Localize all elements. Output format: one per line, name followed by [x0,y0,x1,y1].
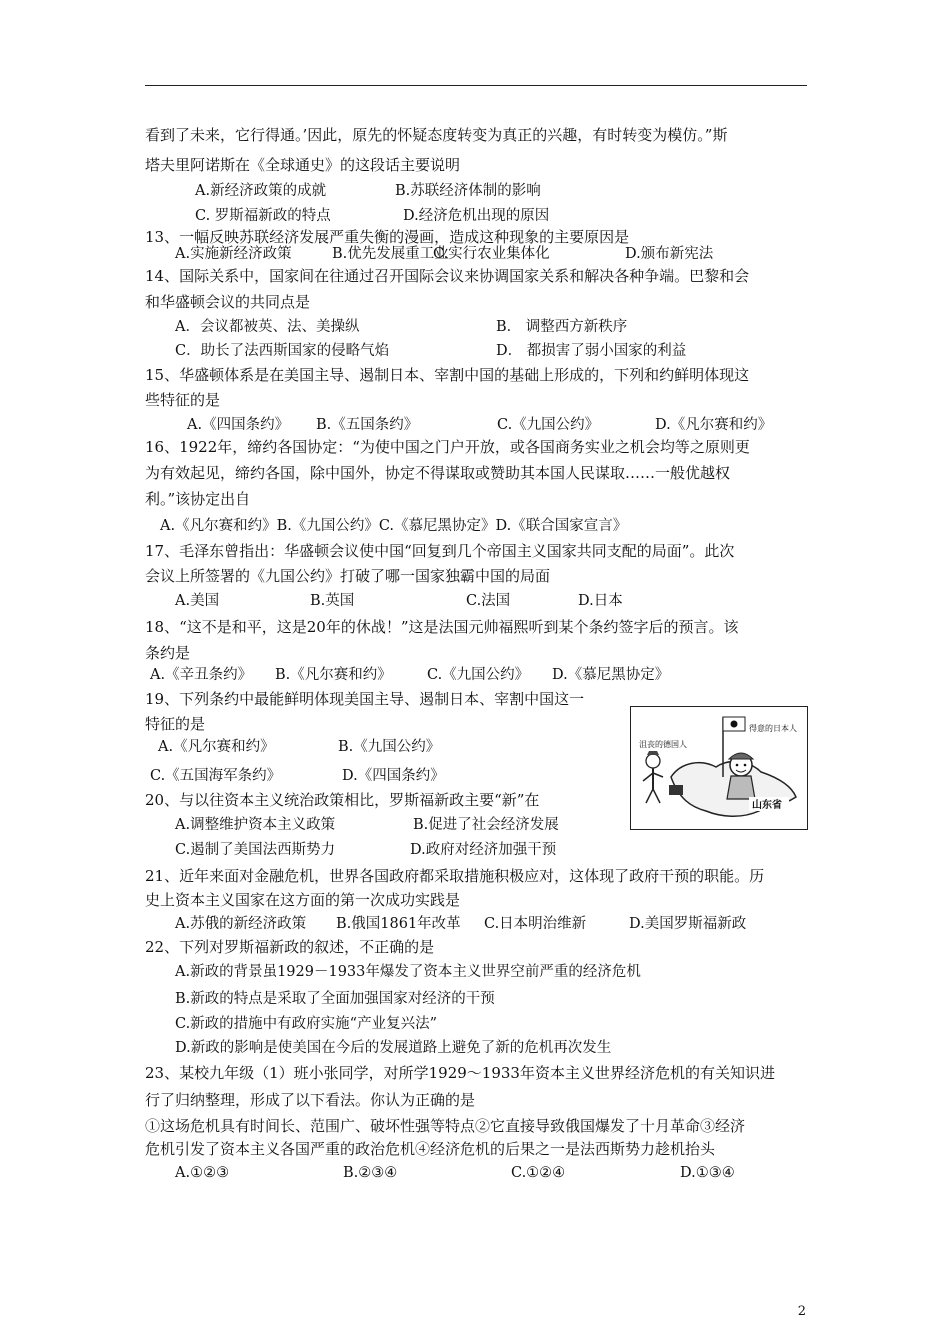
answer-option: D.《四国条约》 [342,768,445,784]
question-line: 条约是 [145,644,191,662]
answer-option: C.《九国公约》 [427,667,530,683]
cartoon-label-map: 山东省 [752,800,782,811]
question-line: 为有效起见，缔约各国，除中国外，协定不得谋取或赞助其本国人民谋取……一般优越权 [145,464,731,482]
cartoon-label-right: 得意的日本人 [749,724,797,733]
question-line: 17、毛泽东曾指出：华盛顿会议使中国“回复到几个帝国主义国家共同支配的局面”。此次 [145,542,735,560]
answer-option: C.新政的措施中有政府实施“产业复兴法” [175,1016,438,1032]
answer-option: A.《辛丑条约》 [150,667,253,683]
cartoon-image [630,706,808,830]
answer-option: C.日本明治维新 [484,916,587,932]
answer-option: A.《凡尔赛和约》B.《九国公约》C.《慕尼黑协定》D.《联合国家宣言》 [160,518,628,534]
question-line: 18、“这不是和平，这是20年的休战！”这是法国元帅福熙听到某个条约签字后的预言。该 [145,618,739,636]
question-line: 16、1922年，缔约各国协定：“为使中国之门户开放，或各国商务实业之机会均等之原则更 [145,438,750,456]
cartoon-label-left: 沮丧的德国人 [639,740,687,749]
question-line: 21、近年来面对金融危机，世界各国政府都采取措施积极应对，这体现了政府干预的职能。历 [145,867,765,885]
answer-option: D.日本 [578,593,623,609]
question-line: 特征的是 [145,715,206,733]
answer-option: D． 都损害了弱小国家的利益 [496,343,687,359]
question-line: 利。”该协定出自 [145,490,251,508]
question-line: 14、国际关系中，国家间在往通过召开国际会议来协调国家关系和解决各种争端。巴黎和会 [145,267,750,285]
answer-option: D.颁布新宪法 [625,246,714,262]
answer-option: A.①②③ [175,1165,230,1181]
answer-option: B.②③④ [343,1165,398,1181]
answer-option: C.《九国公约》 [497,417,600,433]
page-number: 2 [797,1304,806,1319]
answer-option: C.①②④ [511,1165,566,1181]
question-line: 些特征的是 [145,391,221,409]
answer-option: A.《凡尔赛和约》 [158,739,275,755]
answer-option: A.美国 [175,593,220,609]
answer-option: A.新经济政策的成就 [195,183,327,199]
answer-option: D.美国罗斯福新政 [629,916,747,932]
answer-option: B.促进了社会经济发展 [413,817,559,833]
answer-option: C.实行农业集体化 [433,246,550,262]
answer-option: C．助长了法西斯国家的侵略气焰 [175,343,390,359]
question-line: 史上资本主义国家在这方面的第一次成功实践是 [145,891,461,909]
question-line: 22、下列对罗斯福新政的叙述，不正确的是 [145,938,435,956]
question-line: 23、某校九年级（1）班小张同学，对所学1929～1933年资本主义世界经济危机的有关知识进 [145,1064,775,1082]
answer-option: B.苏联经济体制的影响 [395,183,541,199]
question-line: 20、与以往资本主义统治政策相比，罗斯福新政主要“新”在 [145,791,540,809]
answer-option: B.俄国1861年改革 [336,916,461,932]
question-line: 13、一幅反映苏联经济发展严重失衡的漫画，造成这种现象的主要原因是 [145,228,630,246]
question-line: 行了归纳整理，形成了以下看法。你认为正确的是 [145,1091,476,1109]
question-line: 会议上所签署的《九国公约》打破了哪一国家独霸中国的局面 [145,567,551,585]
question-line: ①这场危机具有时间长、范围广、破坏性强等特点②它直接导致俄国爆发了十月革命③经济 [145,1117,746,1135]
answer-option: B.新政的特点是采取了全面加强国家对经济的干预 [175,991,495,1007]
answer-option: B． 调整西方新秩序 [496,319,628,335]
answer-option: D.《慕尼黑协定》 [552,667,670,683]
answer-option: A.调整维护资本主义政策 [175,817,336,833]
answer-option: D.①③④ [680,1165,735,1181]
answer-option: B.优先发展重工业 [332,246,449,262]
answer-option: C.法国 [466,593,511,609]
question-line: 塔夫里阿诺斯在《全球通史》的这段话主要说明 [145,156,461,174]
answer-option: C. 罗斯福新政的特点 [195,208,331,224]
answer-option: A.苏俄的新经济政策 [175,916,307,932]
answer-option: B.《凡尔赛和约》 [275,667,392,683]
header-rule [145,85,807,86]
answer-option: D.经济危机出现的原因 [403,208,550,224]
answer-option: B.英国 [310,593,355,609]
answer-option: B.《五国条约》 [316,417,419,433]
answer-option: A.新政的背景虽1929－1933年爆发了资本主义世界空前严重的经济危机 [175,964,641,980]
question-line: 15、华盛顿体系是在美国主导、遏制日本、宰割中国的基础上形成的，下列和约鲜明体现这 [145,366,750,384]
answer-option: C.遏制了美国法西斯势力 [175,842,336,858]
german-figure [646,754,660,768]
answer-option: D.《凡尔赛和约》 [655,417,773,433]
question-line: 和华盛顿会议的共同点是 [145,293,311,311]
question-line: 19、下列条约中最能鲜明体现美国主导、遏制日本、宰割中国这一 [145,690,585,708]
question-line: 危机引发了资本主义各国严重的政治危机④经济危机的后果之一是法西斯势力趁机抬头 [145,1140,716,1158]
answer-option: A．会议都被英、法、美操纵 [175,319,360,335]
answer-option: D.政府对经济加强干预 [410,842,557,858]
answer-option: D.新政的影响是使美国在今后的发展道路上避免了新的危机再次发生 [175,1040,612,1056]
cartoon-drawing [631,707,807,829]
answer-option: A.实施新经济政策 [175,246,292,262]
answer-option: C.《五国海军条约》 [150,768,282,784]
answer-option: A.《四国条约》 [187,417,290,433]
question-line: 看到了未来，它行得通。’因此，原先的怀疑态度转变为真正的兴趣，有时转变为模仿。”斯 [145,126,728,144]
answer-option: B.《九国公约》 [338,739,441,755]
